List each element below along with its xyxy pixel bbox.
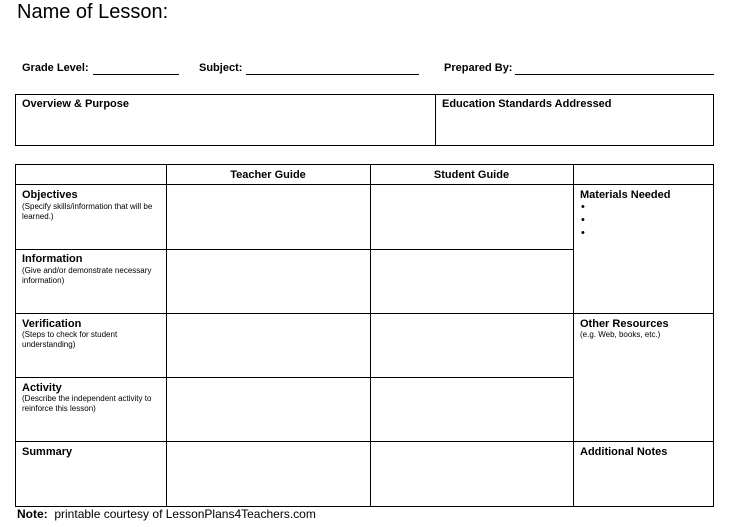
other-resources-desc: (e.g. Web, books, etc.) — [580, 330, 661, 339]
student-guide-header: Student Guide — [433, 169, 510, 181]
objectives-label: Objectives — [22, 189, 78, 201]
grade-level-label: Grade Level: — [22, 62, 89, 74]
table-col-divider-2 — [370, 164, 371, 507]
information-desc: (Give and/or demonstrate necessary information) — [22, 266, 152, 285]
table-header-divider — [15, 184, 714, 185]
verification-desc: (Steps to check for student understanding) — [22, 330, 118, 349]
activity-desc: (Describe the independent activity to reinforce this lesson) — [22, 394, 152, 413]
standards-label: Education Standards Addressed — [442, 98, 612, 110]
row-divider-1 — [15, 249, 574, 250]
overview-divider — [435, 94, 436, 146]
prepared-by-label: Prepared By: — [444, 62, 513, 74]
list-item — [581, 201, 585, 214]
list-item — [581, 214, 585, 227]
list-item — [581, 227, 585, 240]
row-divider-2 — [15, 313, 714, 314]
note-text: printable courtesy of LessonPlans4Teachers.com — [54, 507, 316, 521]
table-col-divider-3 — [573, 164, 574, 507]
subject-label: Subject: — [199, 62, 243, 74]
information-label: Information — [22, 253, 83, 265]
grade-level-line[interactable] — [93, 74, 179, 75]
footer-note — [17, 507, 316, 521]
materials-bullet-list — [581, 201, 585, 240]
table-col-divider-1 — [166, 164, 167, 507]
verification-label: Verification — [22, 318, 82, 330]
summary-label: Summary — [22, 446, 73, 458]
note-label: Note: — [17, 507, 48, 521]
row-divider-3 — [15, 377, 574, 378]
overview-label: Overview & Purpose — [22, 98, 129, 110]
objectives-desc: (Specify skills/information that will be learned.) — [22, 202, 153, 221]
prepared-by-line[interactable] — [515, 74, 714, 75]
page-title: Name of Lesson: — [17, 1, 169, 23]
materials-needed-label: Materials Needed — [580, 189, 671, 201]
row-divider-4 — [15, 441, 714, 442]
subject-line[interactable] — [246, 74, 419, 75]
other-resources-label: Other Resources — [580, 318, 669, 330]
activity-label: Activity — [22, 382, 62, 394]
teacher-guide-header: Teacher Guide — [230, 169, 306, 181]
additional-notes-label: Additional Notes — [580, 446, 668, 458]
